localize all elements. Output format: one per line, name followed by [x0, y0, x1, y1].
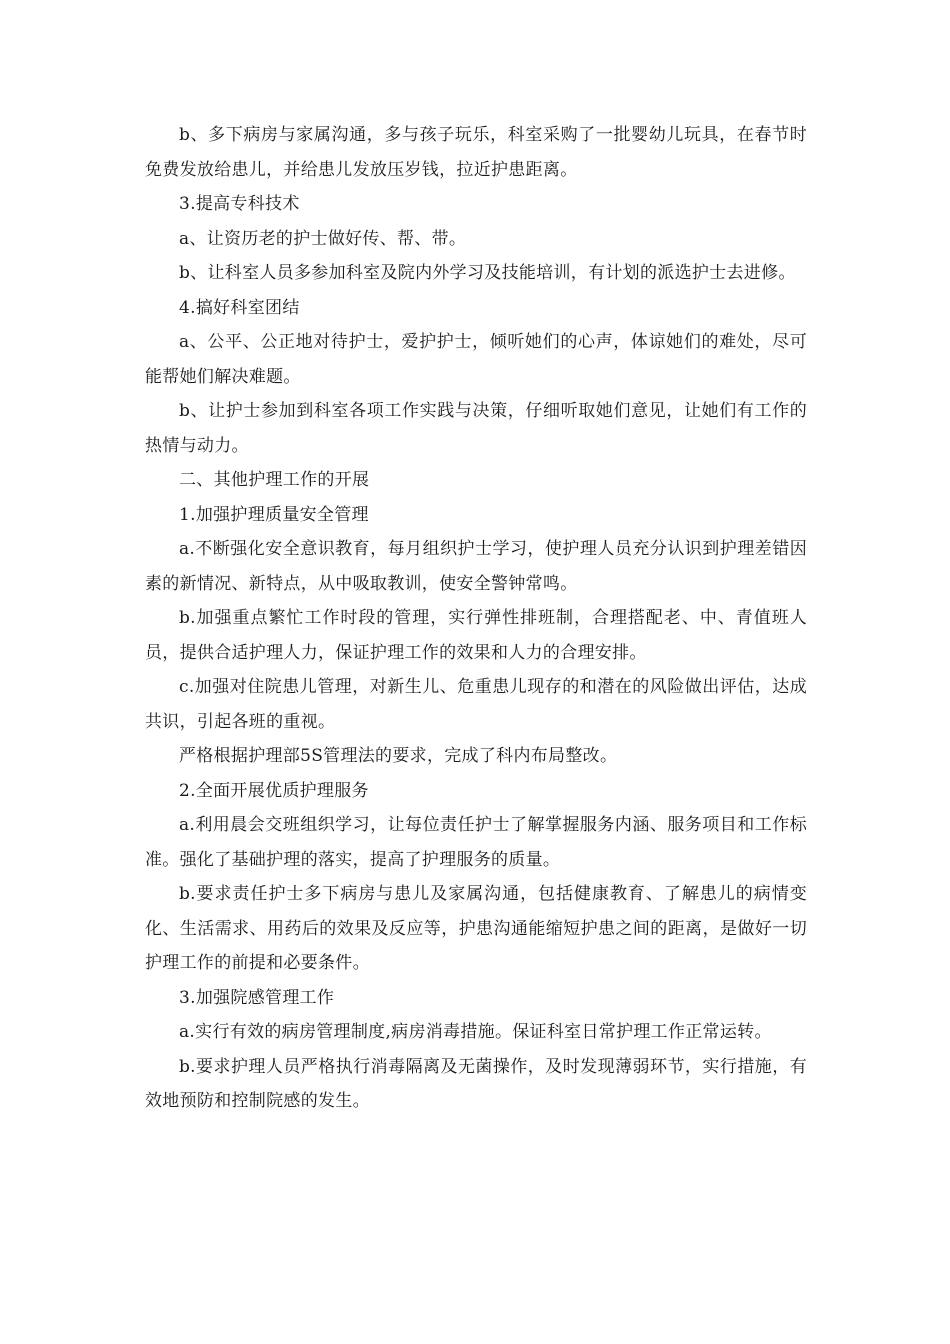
paragraph: a.不断强化安全意识教育，每月组织护士学习，使护理人员充分认识到护理差错因素的新情况、新特点，从中吸取教训，使安全警钟常鸣。 [145, 539, 807, 594]
paragraph: a.利用晨会交班组织学习，让每位责任护士了解掌握服务内涵、服务项目和工作标准。强化了基础护理的落实，提高了护理服务的质量。 [145, 815, 807, 870]
document-body [145, 118, 807, 1119]
paragraph: b.要求责任护士多下病房与患儿及家属沟通，包括健康教育、了解患儿的病情变化、生活需求、用药后的效果及反应等，护患沟通能缩短护患之间的距离，是做好一切护理工作的前提和必要条件。 [145, 884, 807, 973]
paragraph: a.实行有效的病房管理制度,病房消毒措施。保证科室日常护理工作正常运转。 [179, 1022, 772, 1042]
section-heading: 1.加强护理质量安全管理 [179, 504, 369, 525]
paragraph: a、让资历老的护士做好传、帮、带。 [179, 228, 467, 249]
section-heading: 3.加强院感管理工作 [179, 987, 335, 1008]
paragraph: c.加强对住院患儿管理，对新生儿、危重患儿现存的和潜在的风险做出评估，达成共识，引起各班的重视。 [145, 677, 807, 732]
paragraph: b、让科室人员多参加科室及院内外学习及技能培训，有计划的派选护士去进修。 [179, 263, 796, 283]
paragraph: a、公平、公正地对待护士，爱护护士，倾听她们的心声，体谅她们的难处，尽可能帮她们解决难题。 [145, 332, 807, 387]
section-heading: 3.提高专科技术 [179, 194, 300, 214]
paragraph: b.要求护理人员严格执行消毒隔离及无菌操作，及时发现薄弱环节，实行措施，有效地预防和控制院感的发生。 [145, 1056, 807, 1111]
section-heading: 4.搞好科室团结 [179, 297, 300, 318]
paragraph: b、多下病房与家属沟通，多与孩子玩乐，科室采购了一批婴幼儿玩具，在春节时免费发放给患儿，并给患儿发放压岁钱，拉近护患距离。 [145, 125, 807, 180]
paragraph: 严格根据护理部5S管理法的要求，完成了科内布局整改。 [179, 746, 618, 766]
chapter-heading: 二、其他护理工作的开展 [179, 470, 370, 490]
paragraph: b.加强重点繁忙工作时段的管理，实行弹性排班制，合理搭配老、中、青值班人员，提供合适护理人力，保证护理工作的效果和人力的合理安排。 [145, 608, 807, 663]
section-heading: 2.全面开展优质护理服务 [179, 780, 369, 801]
paragraph: b、让护士参加到科室各项工作实践与决策，仔细听取她们意见，让她们有工作的热情与动力。 [145, 401, 807, 456]
